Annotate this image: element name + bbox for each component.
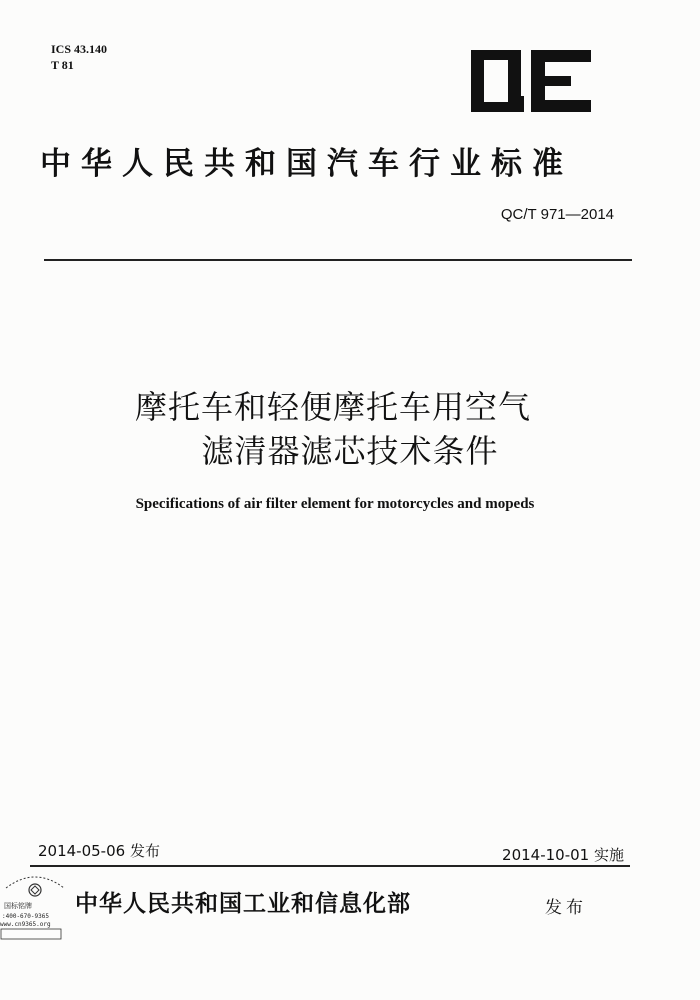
stamp-web: www.cn9365.org	[0, 921, 51, 928]
classification-block	[51, 41, 107, 73]
publish-label: 发布	[545, 898, 587, 918]
stamp-phone: :400-670-9365	[2, 913, 49, 920]
issue-date: 2014-05-06 发布	[38, 842, 160, 860]
qc-logo	[471, 50, 591, 112]
standard-number: QC/T 971—2014	[500, 206, 614, 223]
category-code: T 81	[51, 58, 74, 72]
implementation-date: 2014-10-01 实施	[502, 846, 624, 864]
organization-title: 中华人民共和国汽车行业标准	[40, 146, 573, 182]
seller-stamp-icon	[0, 868, 70, 942]
chinese-title	[0, 385, 700, 473]
issuing-authority: 中华人民共和国工业和信息化部	[75, 890, 411, 917]
english-title: Specifications of air filter element for motorcycles and mopeds	[135, 496, 535, 512]
chinese-title-line-2: 滤清器滤芯技术条件	[201, 432, 499, 470]
stamp-name: 国标铭牌	[4, 902, 32, 910]
header-divider	[44, 259, 632, 261]
ics-code: ICS 43.140	[51, 42, 108, 56]
chinese-title-line-1: 摩托车和轻便摩托车用空气	[134, 388, 531, 426]
footer-divider	[30, 865, 630, 867]
